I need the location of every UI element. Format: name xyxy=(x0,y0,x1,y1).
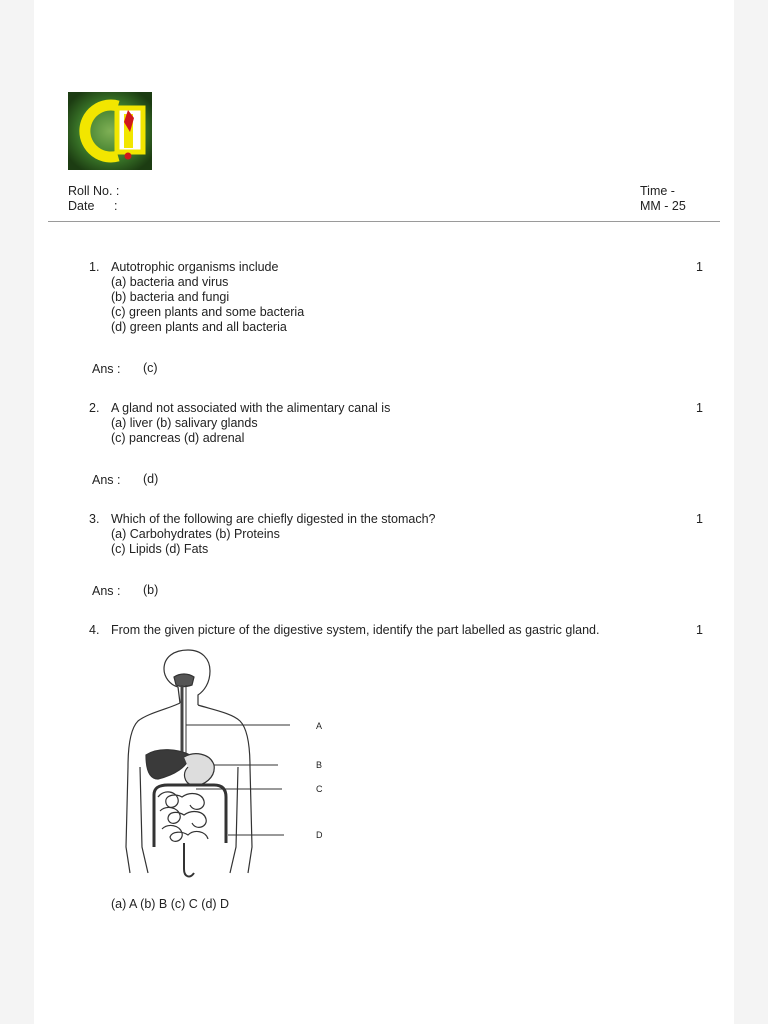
question-1-option: (c) green plants and some bacteria xyxy=(111,305,305,319)
date-label: Date xyxy=(68,199,95,213)
question-2 xyxy=(111,401,390,446)
date-colon: : xyxy=(114,199,118,213)
question-1-option: (b) bacteria and fungi xyxy=(111,290,230,304)
answer-1-label: Ans : xyxy=(92,362,121,376)
question-1-option: (d) green plants and all bacteria xyxy=(111,320,287,334)
question-3 xyxy=(111,512,435,557)
question-4-text: From the given picture of the digestive system, identify the part labelled as gastric gland. xyxy=(111,623,600,637)
roll-no-label: Roll No. : xyxy=(68,184,120,198)
question-2-option: (a) liver (b) salivary glands xyxy=(111,416,258,430)
answer-3: (b) xyxy=(143,583,159,597)
question-1-option: (a) bacteria and virus xyxy=(111,275,229,289)
question-3-text: Which of the following are chiefly digested in the stomach? xyxy=(111,512,436,526)
answer-2-label: Ans : xyxy=(92,473,121,487)
question-1-text: Autotrophic organisms include xyxy=(111,260,279,274)
question-1-number: 1. xyxy=(89,260,100,274)
answer-1: (c) xyxy=(143,361,158,375)
question-3-marks: 1 xyxy=(696,512,703,526)
question-2-option: (c) pancreas (d) adrenal xyxy=(111,431,245,445)
question-3-option: (a) Carbohydrates (b) Proteins xyxy=(111,527,280,541)
question-2-text: A gland not associated with the alimentary canal is xyxy=(111,401,391,415)
question-3-option: (c) Lipids (d) Fats xyxy=(111,542,209,556)
question-4-option: (a) A (b) B (c) C (d) D xyxy=(111,897,230,911)
question-4-marks: 1 xyxy=(696,623,703,637)
digestive-system-diagram xyxy=(118,647,323,887)
label-b: B xyxy=(316,760,323,770)
question-1-marks: 1 xyxy=(696,260,703,274)
label-d: D xyxy=(316,830,323,840)
question-4-number: 4. xyxy=(89,623,100,637)
question-2-marks: 1 xyxy=(696,401,703,415)
question-2-number: 2. xyxy=(89,401,100,415)
label-a: A xyxy=(316,721,323,731)
answer-3-label: Ans : xyxy=(92,584,121,598)
publisher-logo xyxy=(68,92,152,170)
question-1 xyxy=(111,260,304,335)
max-marks-label: MM - 25 xyxy=(640,199,686,213)
question-3-number: 3. xyxy=(89,512,100,526)
label-c: C xyxy=(316,784,323,794)
header-divider xyxy=(48,221,720,222)
worksheet-page xyxy=(34,0,734,1024)
time-label: Time - xyxy=(640,184,675,198)
answer-2: (d) xyxy=(143,472,159,486)
